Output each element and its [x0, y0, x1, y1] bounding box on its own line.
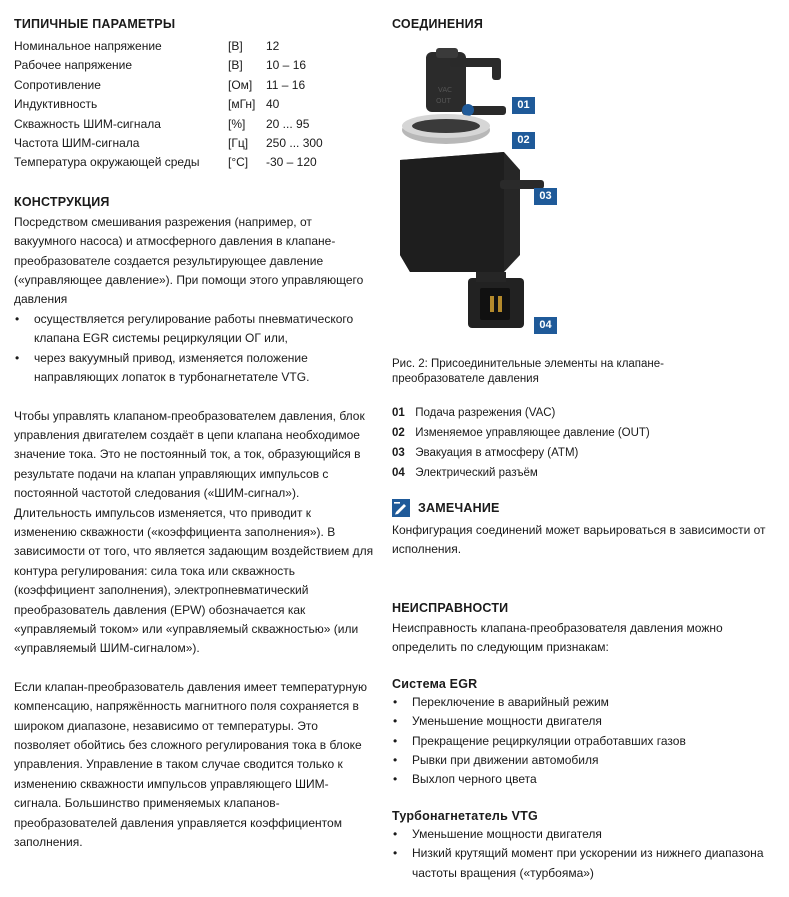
param-row — [14, 76, 323, 95]
list-item: • Рывки при движении автомобиля — [392, 751, 772, 770]
svg-text:VAC: VAC — [438, 86, 452, 94]
connection-item — [392, 423, 772, 443]
left-column — [14, 0, 374, 852]
connection-text: Подача разрежения (VAC) — [415, 407, 556, 419]
connection-item — [392, 463, 772, 483]
param-value: 10 – 16 — [266, 58, 307, 73]
param-value: 250 ... 300 — [266, 136, 323, 151]
params-title: ТИПИЧНЫЕ ПАРАМЕТРЫ — [14, 17, 176, 31]
construction-paragraph-3: Если клапан-преобразователь давления имеет температурную компенсацию, напряжённость магнитного поля сохраняется в широком диапазоне, независимо от температуры. Это позволяет обойтись без сложного регулирования тока в блоке управления. Управление в таком случае сводится только к изменению скважности импульсов управляющего ШИМ-сигнала. Большинство применяемых клапанов-преобразователей давления управляется коэффициентом заполнения. — [14, 679, 367, 850]
param-value: 12 — [266, 39, 280, 53]
param-name: Рабочее напряжение — [14, 58, 133, 73]
param-name: Температура окружающей среды — [14, 155, 200, 170]
param-row — [14, 153, 323, 172]
param-unit: [В] — [228, 39, 243, 53]
connection-number: 02 — [392, 427, 405, 439]
param-name: Индуктивность — [14, 97, 98, 112]
connection-text: Электрический разъём — [415, 467, 538, 479]
connection-number: 04 — [392, 467, 405, 479]
connection-text: Изменяемое управляющее давление (OUT) — [415, 427, 650, 439]
param-name: Скважность ШИМ-сигнала — [14, 116, 161, 131]
connection-item — [392, 443, 772, 463]
egr-list — [392, 693, 772, 790]
construction-paragraph-2: Чтобы управлять клапаном-преобразователем давления, блок управления двигателем создаёт в цепи клапана необходимое значение тока. Это не постоянный ток, а ток, образующийся в результате подачи на клапан управляющих импульсов с постоянной частотой следования («ШИМ-сигнал»). Длительность импульсов изменяется, что приводит к изменению скважности («коэффициента заполнения»). В зависимости от того, что является задающим воздействием для контура регулирования: сила тока или скважность (коэффициент заполнения), электропневматический преобразователь давления (EPW) обозначается как «управляемый током» или «управляемый скважностью» (или «управляемый ШИМ-сигналом»). — [14, 408, 374, 656]
param-row — [14, 95, 323, 114]
egr-title: Система EGR — [392, 676, 478, 691]
param-row — [14, 115, 323, 134]
param-name: Сопротивление — [14, 77, 101, 92]
note-text: Конфигурация соединений может варьироваться в зависимости от исполнения. — [392, 523, 766, 557]
faults-title: НЕИСПРАВНОСТИ — [392, 601, 509, 615]
connection-text: Эвакуация в атмосферу (ATM) — [415, 447, 579, 459]
param-value: -30 – 120 — [266, 155, 317, 170]
valve-illustration — [392, 40, 562, 340]
construction-intro: Посредством смешивания разрежения (например, от вакуумного насоса) и атмосферного давления в клапане-преобразователе создается результирующее давление («управляющее давление»). При помощи этого управляющего давления — [14, 214, 364, 307]
param-value: 11 – 16 — [266, 77, 306, 92]
note-header — [392, 499, 772, 517]
connections-list — [392, 403, 772, 483]
note-block — [392, 499, 772, 560]
param-unit: [Ом] — [228, 77, 253, 92]
connections-title: СОЕДИНЕНИЯ — [392, 17, 484, 31]
faults-intro: Неисправность клапана-преобразователя давления можно определить по следующим признакам: — [392, 621, 723, 655]
figure-caption: Рис. 2: Присоединительные элементы на клапане-преобразователе давления — [392, 358, 665, 385]
list-item: • через вакуумный привод, изменяется положение направляющих лопаток в турбонагнетателе VTG. — [14, 349, 374, 388]
callout-03: 03 — [534, 188, 557, 205]
param-name: Частота ШИМ-сигнала — [14, 136, 140, 151]
list-item: • осуществляется регулирование работы пневматического клапана EGR системы рециркуляции ОГ или, — [14, 310, 374, 349]
list-item: • Прекращение рециркуляции отработавших газов — [392, 732, 772, 751]
param-row — [14, 37, 323, 56]
param-unit: [°C] — [228, 155, 249, 170]
connection-number: 01 — [392, 407, 405, 419]
vtg-list — [392, 825, 772, 883]
param-unit: [В] — [228, 58, 243, 73]
param-unit: [%] — [228, 116, 246, 131]
callout-04: 04 — [534, 317, 557, 334]
connection-item — [392, 403, 772, 423]
svg-text:OUT: OUT — [436, 97, 451, 105]
list-item: • Переключение в аварийный режим — [392, 693, 772, 712]
param-value: 40 — [266, 97, 280, 112]
param-row — [14, 56, 323, 75]
param-unit: [Гц] — [228, 136, 249, 151]
construction-title: КОНСТРУКЦИЯ — [14, 194, 110, 209]
pencil-note-icon — [392, 499, 410, 517]
param-unit: [мГн] — [228, 97, 256, 112]
list-item: • Выхлоп черного цвета — [392, 770, 772, 789]
list-item: • Уменьшение мощности двигателя — [392, 712, 772, 731]
construction-list — [14, 310, 374, 388]
list-item: • Низкий крутящий момент при ускорении из нижнего диапазона частоты вращения («турбояма») — [392, 844, 772, 883]
callout-01: 01 — [512, 97, 535, 114]
right-column — [392, 0, 772, 880]
note-title: ЗАМЕЧАНИЕ — [418, 501, 500, 515]
param-value: 20 ... 95 — [266, 116, 310, 131]
params-table — [14, 37, 323, 173]
vtg-title: Турбонагнетатель VTG — [392, 808, 538, 823]
param-name: Номинальное напряжение — [14, 39, 162, 53]
connection-number: 03 — [392, 447, 405, 459]
callout-02: 02 — [512, 132, 535, 149]
list-item: • Уменьшение мощности двигателя — [392, 825, 772, 844]
param-row — [14, 134, 323, 153]
faults-section — [392, 601, 772, 883]
